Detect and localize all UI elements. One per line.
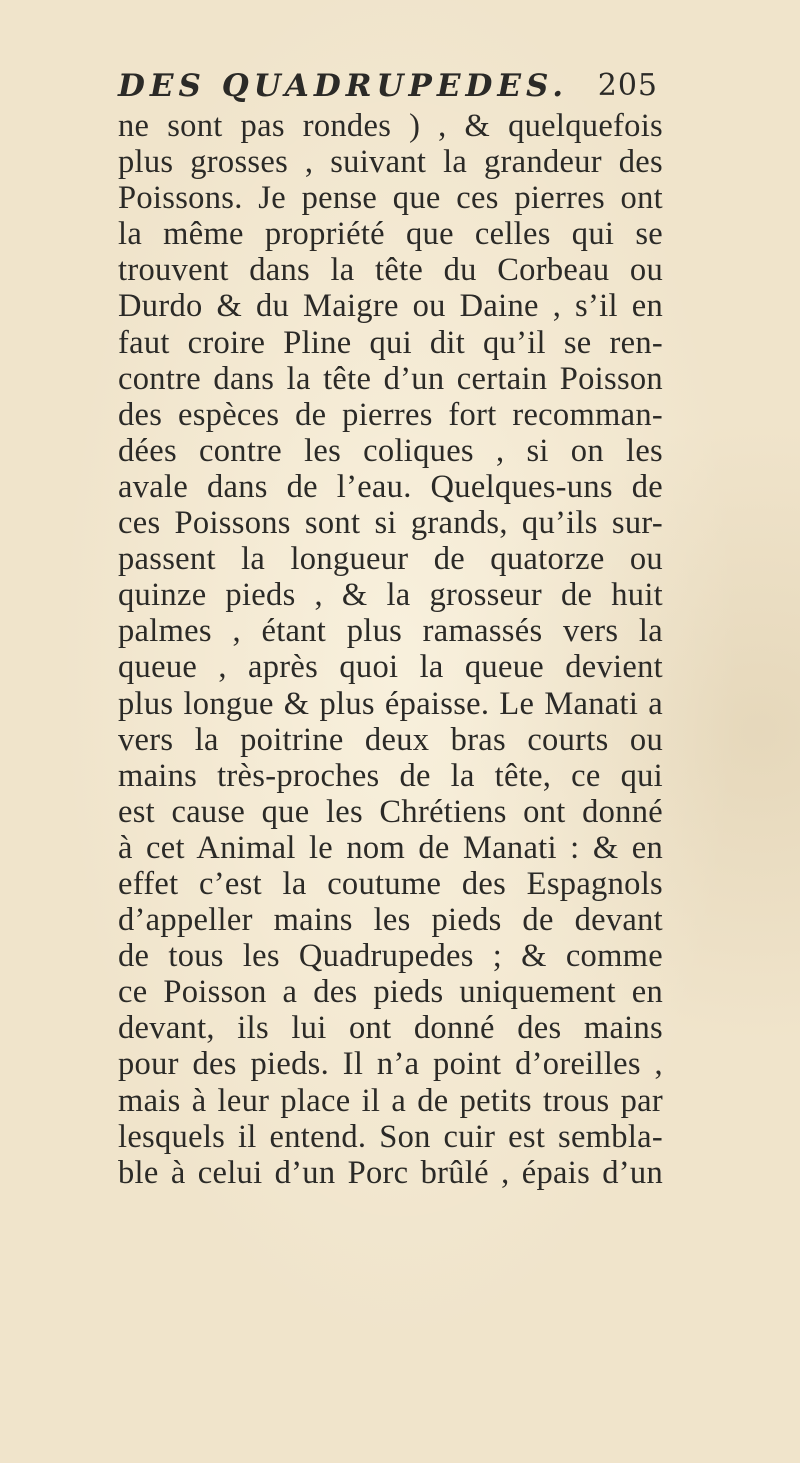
text-line: trouvent dans la tête du Corbeau ou bbox=[118, 252, 663, 289]
text-line: plus longue & plus épaisse. Le Manati a bbox=[118, 685, 663, 722]
text-line: ne sont pas rondes ) , & quelquefois bbox=[118, 108, 663, 144]
text-line: pour des pieds. Il n’a point d’oreilles , bbox=[118, 1046, 663, 1083]
text-line: contre dans la tête d’un certain Poisson bbox=[118, 360, 663, 397]
running-title: DES QUADRUPEDES. bbox=[118, 68, 569, 104]
text-line: dées contre les coliques , si on les bbox=[118, 432, 663, 469]
text-line: de tous les Quadrupedes ; & comme bbox=[118, 938, 663, 975]
page-number: 205 bbox=[597, 68, 658, 103]
page-header bbox=[118, 64, 658, 108]
text-line: mains très-proches de la tête, ce qui bbox=[118, 757, 663, 794]
text-line: passent la longueur de quatorze ou bbox=[118, 541, 663, 578]
text-line: plus grosses , suivant la grandeur des bbox=[118, 144, 663, 181]
text-line: d’appeller mains les pieds de devant bbox=[118, 902, 663, 939]
text-line: ces Poissons sont si grands, qu’ils sur- bbox=[118, 505, 663, 542]
text-line: ce Poisson a des pieds uniquement en bbox=[118, 974, 663, 1011]
text-line: queue , après quoi la queue devient bbox=[118, 649, 663, 686]
text-line: à cet Animal le nom de Manati : & en bbox=[118, 829, 663, 866]
text-line: Durdo & du Maigre ou Daine , s’il en bbox=[118, 288, 663, 325]
text-line: quinze pieds , & la grosseur de huit bbox=[118, 577, 663, 614]
text-line: mais à leur place il a de petits trous par bbox=[118, 1082, 663, 1119]
text-line: Poissons. Je pense que ces pierres ont bbox=[118, 180, 663, 217]
text-line: vers la poitrine deux bras courts ou bbox=[118, 721, 663, 758]
text-line: effet c’est la coutume des Espagnols bbox=[118, 865, 663, 902]
text-line: palmes , étant plus ramassés vers la bbox=[118, 613, 663, 650]
body-text bbox=[118, 108, 663, 1191]
text-line: avale dans de l’eau. Quelques-uns de bbox=[118, 468, 663, 505]
text-line: des espèces de pierres fort recomman- bbox=[118, 396, 663, 433]
text-line: est cause que les Chrétiens ont donné bbox=[118, 793, 663, 830]
text-line: la même propriété que celles qui se bbox=[118, 216, 663, 253]
text-line: devant, ils lui ont donné des mains bbox=[118, 1010, 663, 1047]
text-line: faut croire Pline qui dit qu’il se ren- bbox=[118, 324, 663, 361]
text-line: ble à celui d’un Porc brûlé , épais d’un bbox=[118, 1154, 663, 1191]
text-line: lesquels il entend. Son cuir est sembla- bbox=[118, 1118, 663, 1155]
